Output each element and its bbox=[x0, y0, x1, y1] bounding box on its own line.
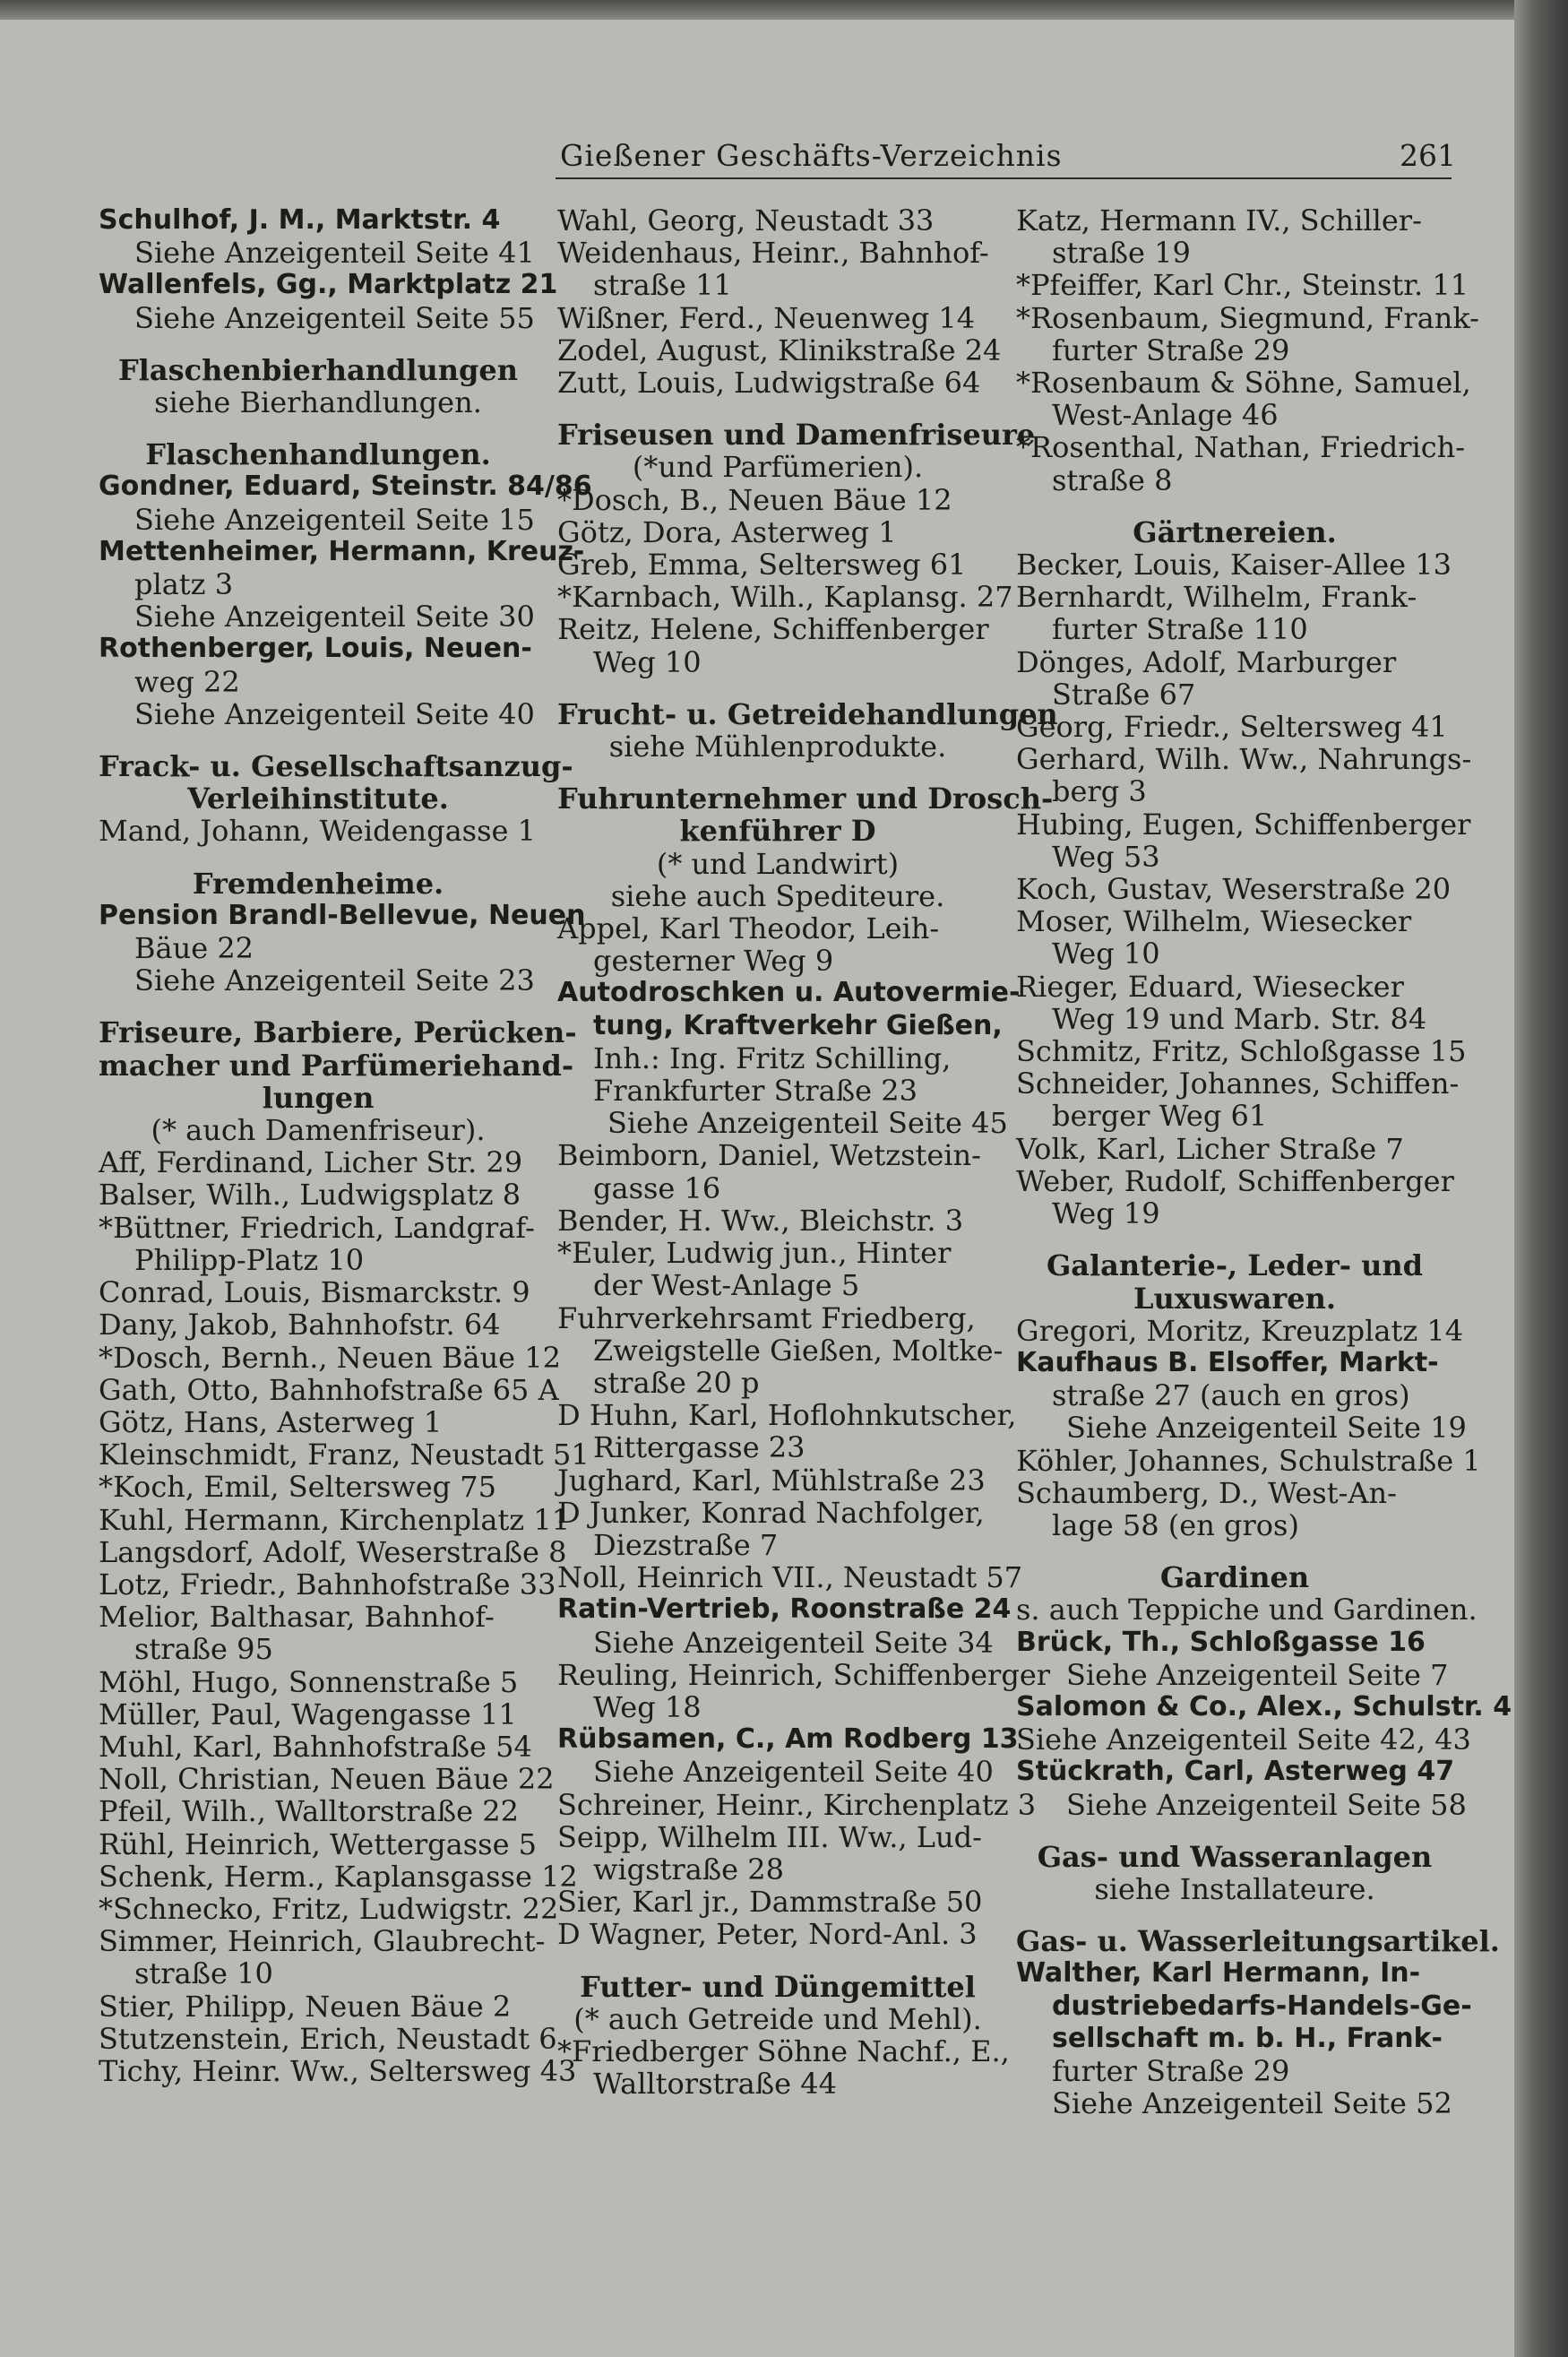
entry-line: Greb, Emma, Seltersweg 61 bbox=[557, 548, 967, 583]
entry-line: Autodroschken u. Autovermie- bbox=[557, 977, 1021, 1009]
entry-line: Bender, H. Ww., Bleichstr. 3 bbox=[557, 1203, 964, 1238]
entry-line: *Koch, Emil, Seltersweg 75 bbox=[99, 1470, 497, 1505]
entry-line: D Huhn, Karl, Hoflohnkutscher, bbox=[557, 1398, 1017, 1433]
entry-line: straße 95 bbox=[134, 1632, 273, 1667]
entry-line: berger Weg 61 bbox=[1052, 1099, 1268, 1134]
entry-line: Hubing, Eugen, Schiffenberger bbox=[1016, 807, 1471, 842]
entry-line: Wißner, Ferd., Neuenweg 14 bbox=[557, 300, 976, 335]
entry-line: Dönges, Adolf, Marburger bbox=[1016, 644, 1397, 679]
entry-line: Tichy, Heinr. Ww., Seltersweg 43 bbox=[99, 2053, 577, 2088]
entry-line: Schulhof, J. M., Marktstr. 4 bbox=[99, 204, 501, 236]
entry-line: Weg 19 und Marb. Str. 84 bbox=[1052, 1001, 1427, 1036]
entry-line: Katz, Hermann IV., Schiller- bbox=[1016, 203, 1422, 237]
entry-line: Brück, Th., Schloßgasse 16 bbox=[1016, 1626, 1426, 1658]
entry-line: D Junker, Konrad Nachfolger, bbox=[557, 1495, 985, 1530]
entry-line: Gondner, Eduard, Steinstr. 84/86 bbox=[99, 471, 592, 503]
page-number: 261 bbox=[1400, 138, 1456, 173]
entry-line: Mand, Johann, Weidengasse 1 bbox=[99, 814, 536, 849]
section-heading: Gas- und Wasseranlagen bbox=[1037, 1839, 1433, 1874]
entry-line: *Euler, Ludwig jun., Hinter bbox=[557, 1236, 952, 1271]
entry-line: Stückrath, Carl, Asterweg 47 bbox=[1016, 1756, 1455, 1788]
running-title: Gießener Geschäfts-Verzeichnis bbox=[560, 138, 1063, 173]
entry-line: Weg 10 bbox=[593, 644, 702, 679]
section-heading: Friseusen und Damenfriseure bbox=[557, 418, 1036, 453]
entry-line: straße 27 (auch en gros) bbox=[1052, 1378, 1410, 1413]
section-heading: Frack- u. Gesellschaftsanzug- bbox=[99, 749, 573, 784]
entry-line: berg 3 bbox=[1052, 774, 1147, 809]
entry-line: Fuhrverkehrsamt Friedberg, bbox=[557, 1300, 976, 1335]
entry-line: Rühl, Heinrich, Wettergasse 5 bbox=[99, 1826, 538, 1861]
entry-line: lage 58 (en gros) bbox=[1052, 1507, 1299, 1542]
entry-line: tung, Kraftverkehr Gießen, bbox=[593, 1009, 1003, 1041]
entry-line: furter Straße 29 bbox=[1052, 332, 1290, 367]
entry-line: gesterner Weg 9 bbox=[593, 944, 834, 979]
entry-line: Kleinschmidt, Franz, Neustadt 51 bbox=[99, 1438, 590, 1472]
entry-line: Schenk, Herm., Kaplansgasse 12 bbox=[99, 1859, 578, 1894]
section-heading: Friseure, Barbiere, Perücken- bbox=[99, 1015, 577, 1050]
section-heading: Gas- u. Wasserleitungsartikel. bbox=[1016, 1924, 1500, 1959]
entry-line: Becker, Louis, Kaiser-Allee 13 bbox=[1016, 548, 1452, 583]
entry-line: Stier, Philipp, Neuen Bäue 2 bbox=[99, 1989, 512, 2024]
entry-line: Diezstraße 7 bbox=[593, 1527, 779, 1562]
entry-line: wigstraße 28 bbox=[593, 1852, 784, 1886]
entry-line: Aff, Ferdinand, Licher Str. 29 bbox=[99, 1145, 523, 1180]
entry-line: straße 11 bbox=[593, 268, 732, 303]
entry-line: Kuhl, Hermann, Kirchenplatz 11 bbox=[99, 1502, 571, 1537]
entry-line: Straße 67 bbox=[1052, 677, 1196, 712]
entry-line: Zodel, August, Klinikstraße 24 bbox=[557, 332, 1002, 367]
entry-line: Bäue 22 bbox=[134, 931, 254, 966]
section-heading: Fremdenheime. bbox=[192, 866, 444, 901]
entry-line: siehe auch Spediteure. bbox=[610, 878, 945, 913]
entry-line: Köhler, Johannes, Schulstraße 1 bbox=[1016, 1443, 1481, 1478]
entry-line: Schneider, Johannes, Schiffen- bbox=[1016, 1066, 1460, 1101]
entry-line: Sier, Karl jr., Dammstraße 50 bbox=[557, 1885, 983, 1920]
section-heading: kenführer D bbox=[679, 814, 876, 849]
section-heading: Luxuswaren. bbox=[1133, 1281, 1337, 1316]
entry-line: Inh.: Ing. Fritz Schilling, bbox=[593, 1040, 952, 1075]
column-2 bbox=[557, 203, 1058, 2102]
section-heading: Frucht- u. Getreidehandlungen bbox=[557, 696, 1058, 731]
entry-line: Reuling, Heinrich, Schiffenberger bbox=[557, 1657, 1051, 1692]
page-top-shadow bbox=[0, 0, 1568, 20]
entry-line: dustriebedarfs-Handels-Ge- bbox=[1052, 1990, 1472, 2022]
entry-line: Dany, Jakob, Bahnhofstr. 64 bbox=[99, 1308, 501, 1343]
entry-line: straße 19 bbox=[1052, 236, 1191, 271]
entry-line: Moser, Wilhelm, Wiesecker bbox=[1016, 904, 1412, 939]
section-heading: macher und Parfümeriehand- bbox=[99, 1048, 574, 1083]
entry-line: Weg 18 bbox=[593, 1689, 702, 1724]
page-header bbox=[551, 133, 1456, 177]
entry-line: Siehe Anzeigenteil Seite 40 bbox=[593, 1755, 994, 1790]
entry-line: siehe Bierhandlungen. bbox=[154, 385, 482, 420]
entry-line: Siehe Anzeigenteil Seite 45 bbox=[607, 1106, 1008, 1141]
entry-line: *Friedberger Söhne Nachf., E., bbox=[557, 2033, 1010, 2068]
entry-line: Seipp, Wilhelm III. Ww., Lud- bbox=[557, 1819, 982, 1854]
entry-line: Zweigstelle Gießen, Moltke- bbox=[593, 1333, 1004, 1368]
entry-line: Siehe Anzeigenteil Seite 40 bbox=[134, 696, 535, 731]
entry-line: Noll, Christian, Neuen Bäue 22 bbox=[99, 1762, 555, 1797]
entry-line: Rieger, Eduard, Wiesecker bbox=[1016, 969, 1404, 1004]
entry-line: Georg, Friedr., Seltersweg 41 bbox=[1016, 710, 1448, 745]
entry-line: furter Straße 29 bbox=[1052, 2053, 1290, 2088]
entry-line: Gerhard, Wilh. Ww., Nahrungs- bbox=[1016, 742, 1472, 777]
entry-line: *Rosenbaum & Söhne, Samuel, bbox=[1016, 366, 1471, 401]
entry-line: platz 3 bbox=[134, 567, 234, 602]
entry-line: Frankfurter Straße 23 bbox=[593, 1074, 918, 1109]
entry-line: straße 8 bbox=[1052, 462, 1173, 497]
section-heading: Verleihinstitute. bbox=[187, 781, 449, 816]
entry-line: *Rosenbaum, Siegmund, Frank- bbox=[1016, 300, 1479, 335]
entry-line: Siehe Anzeigenteil Seite 15 bbox=[134, 502, 535, 537]
entry-line: Siehe Anzeigenteil Seite 19 bbox=[1066, 1411, 1467, 1446]
entry-line: *Dosch, Bernh., Neuen Bäue 12 bbox=[99, 1340, 561, 1375]
entry-line: Walltorstraße 44 bbox=[593, 2067, 837, 2102]
entry-line: furter Straße 110 bbox=[1052, 612, 1308, 647]
entry-line: *Dosch, B., Neuen Bäue 12 bbox=[557, 482, 952, 517]
entry-line: Siehe Anzeigenteil Seite 58 bbox=[1066, 1787, 1467, 1822]
entry-line: (* und Landwirt) bbox=[656, 846, 900, 881]
entry-line: Muhl, Karl, Bahnhofstraße 54 bbox=[99, 1729, 532, 1764]
section-heading: Gardinen bbox=[1159, 1560, 1310, 1595]
entry-line: Zutt, Louis, Ludwigstraße 64 bbox=[557, 366, 981, 401]
entry-line: Siehe Anzeigenteil Seite 42, 43 bbox=[1016, 1722, 1471, 1757]
entry-line: Langsdorf, Adolf, Weserstraße 8 bbox=[99, 1534, 567, 1569]
entry-line: (*und Parfümerien). bbox=[632, 450, 924, 485]
entry-line: Rittergasse 23 bbox=[593, 1430, 806, 1465]
section-heading: lungen bbox=[262, 1080, 375, 1115]
section-heading: Fuhrunternehmer und Drosch- bbox=[557, 781, 1054, 816]
entry-line: gasse 16 bbox=[593, 1170, 721, 1205]
entry-line: Koch, Gustav, Weserstraße 20 bbox=[1016, 872, 1452, 907]
entry-line: sellschaft m. b. H., Frank- bbox=[1052, 2022, 1443, 2054]
section-heading: Futter- und Düngemittel bbox=[580, 1969, 976, 2004]
column-3 bbox=[1016, 203, 1512, 2121]
entry-line: Siehe Anzeigenteil Seite 7 bbox=[1066, 1657, 1449, 1692]
entry-line: Lotz, Friedr., Bahnhofstraße 33 bbox=[99, 1567, 556, 1602]
entry-line: Weg 53 bbox=[1052, 839, 1160, 874]
entry-line: Balser, Wilh., Ludwigsplatz 8 bbox=[99, 1178, 521, 1213]
entry-line: s. auch Teppiche und Gardinen. bbox=[1016, 1593, 1478, 1627]
entry-line: Siehe Anzeigenteil Seite 23 bbox=[134, 963, 535, 998]
entry-line: siehe Mühlenprodukte. bbox=[608, 730, 947, 764]
entry-line: West-Anlage 46 bbox=[1052, 398, 1279, 433]
entry-line: Pfeil, Wilh., Walltorstraße 22 bbox=[99, 1794, 519, 1829]
entry-line: Müller, Paul, Wagengasse 11 bbox=[99, 1697, 517, 1731]
entry-line: Kaufhaus B. Elsoffer, Markt- bbox=[1016, 1346, 1439, 1378]
entry-line: *Pfeiffer, Karl Chr., Steinstr. 11 bbox=[1016, 268, 1469, 303]
entry-line: straße 10 bbox=[134, 1956, 273, 1991]
entry-line: Siehe Anzeigenteil Seite 30 bbox=[134, 600, 535, 635]
section-heading: Gärtnereien. bbox=[1133, 514, 1337, 549]
entry-line: Schreiner, Heinr., Kirchenplatz 3 bbox=[557, 1787, 1037, 1822]
entry-line: Rübsamen, C., Am Rodberg 13 bbox=[557, 1723, 1019, 1756]
entry-line: Schaumberg, D., West-An- bbox=[1016, 1475, 1397, 1510]
entry-line: Siehe Anzeigenteil Seite 52 bbox=[1052, 2086, 1452, 2121]
entry-line: Möhl, Hugo, Sonnenstraße 5 bbox=[99, 1664, 519, 1699]
entry-line: weg 22 bbox=[134, 664, 240, 699]
entry-line: Volk, Karl, Licher Straße 7 bbox=[1016, 1131, 1404, 1166]
entry-line: D Wagner, Peter, Nord-Anl. 3 bbox=[557, 1917, 978, 1952]
entry-line: Siehe Anzeigenteil Seite 55 bbox=[134, 300, 535, 335]
section-heading: Galanterie-, Leder- und bbox=[1046, 1248, 1424, 1283]
section-heading: Flaschenhandlungen. bbox=[145, 437, 491, 472]
entry-line: Gath, Otto, Bahnhofstraße 65 A bbox=[99, 1372, 559, 1407]
entry-line: Weg 19 bbox=[1052, 1196, 1160, 1231]
entry-line: Rothenberger, Louis, Neuen- bbox=[99, 633, 532, 665]
entry-line: Conrad, Louis, Bismarckstr. 9 bbox=[99, 1275, 530, 1310]
entry-line: *Rosenthal, Nathan, Friedrich- bbox=[1016, 430, 1466, 465]
entry-line: straße 20 p bbox=[593, 1365, 760, 1400]
entry-line: Ratin-Vertrieb, Roonstraße 24 bbox=[557, 1593, 1012, 1626]
book-edge-shadow bbox=[1514, 0, 1568, 2357]
entry-line: siehe Installateure. bbox=[1094, 1871, 1375, 1906]
entry-line: Schmitz, Fritz, Schloßgasse 15 bbox=[1016, 1034, 1467, 1069]
entry-line: Wahl, Georg, Neustadt 33 bbox=[557, 203, 935, 237]
entry-line: Götz, Dora, Asterweg 1 bbox=[557, 514, 897, 549]
entry-line: Beimborn, Daniel, Wetzstein- bbox=[557, 1138, 981, 1173]
entry-line: Appel, Karl Theodor, Leih- bbox=[557, 911, 940, 946]
entry-line: Philipp-Platz 10 bbox=[134, 1242, 365, 1277]
entry-line: Weber, Rudolf, Schiffenberger bbox=[1016, 1163, 1454, 1198]
entry-line: Siehe Anzeigenteil Seite 41 bbox=[134, 236, 535, 271]
entry-line: Noll, Heinrich VII., Neustadt 57 bbox=[557, 1560, 1023, 1595]
entry-line: Stutzenstein, Erich, Neustadt 6 bbox=[99, 2021, 557, 2056]
entry-line: Melior, Balthasar, Bahnhof- bbox=[99, 1600, 495, 1635]
entry-line: Götz, Hans, Asterweg 1 bbox=[99, 1404, 443, 1439]
entry-line: (* auch Damenfriseur). bbox=[151, 1113, 486, 1148]
entry-line: Jughard, Karl, Mühlstraße 23 bbox=[557, 1463, 986, 1498]
entry-line: *Büttner, Friedrich, Landgraf- bbox=[99, 1210, 535, 1245]
entry-line: Pension Brandl-Bellevue, Neuen bbox=[99, 899, 586, 931]
entry-line: Siehe Anzeigenteil Seite 34 bbox=[593, 1625, 994, 1660]
entry-line: (* auch Getreide und Mehl). bbox=[573, 2001, 982, 2036]
entry-line: Bernhardt, Wilhelm, Frank- bbox=[1016, 580, 1417, 615]
entry-line: Gregori, Moritz, Kreuzplatz 14 bbox=[1016, 1313, 1464, 1348]
header-rule bbox=[556, 177, 1452, 179]
entry-line: Weidenhaus, Heinr., Bahnhof- bbox=[557, 236, 989, 271]
column-1 bbox=[99, 204, 592, 2088]
entry-line: Reitz, Helene, Schiffenberger bbox=[557, 612, 989, 647]
entry-line: Simmer, Heinrich, Glaubrecht- bbox=[99, 1924, 546, 1959]
entry-line: Weg 10 bbox=[1052, 937, 1160, 971]
entry-line: Salomon & Co., Alex., Schulstr. 4 bbox=[1016, 1690, 1512, 1722]
entry-line: *Karnbach, Wilh., Kaplansg. 27 bbox=[557, 580, 1013, 615]
entry-line: der West-Anlage 5 bbox=[593, 1268, 860, 1303]
entry-line: Wallenfels, Gg., Marktplatz 21 bbox=[99, 269, 558, 301]
entry-line: Walther, Karl Hermann, In- bbox=[1016, 1957, 1421, 1990]
entry-line: *Schnecko, Fritz, Ludwigstr. 22 bbox=[99, 1891, 559, 1926]
entry-line: Mettenheimer, Hermann, Kreuz- bbox=[99, 535, 585, 567]
section-heading: Flaschenbierhandlungen bbox=[117, 352, 519, 387]
